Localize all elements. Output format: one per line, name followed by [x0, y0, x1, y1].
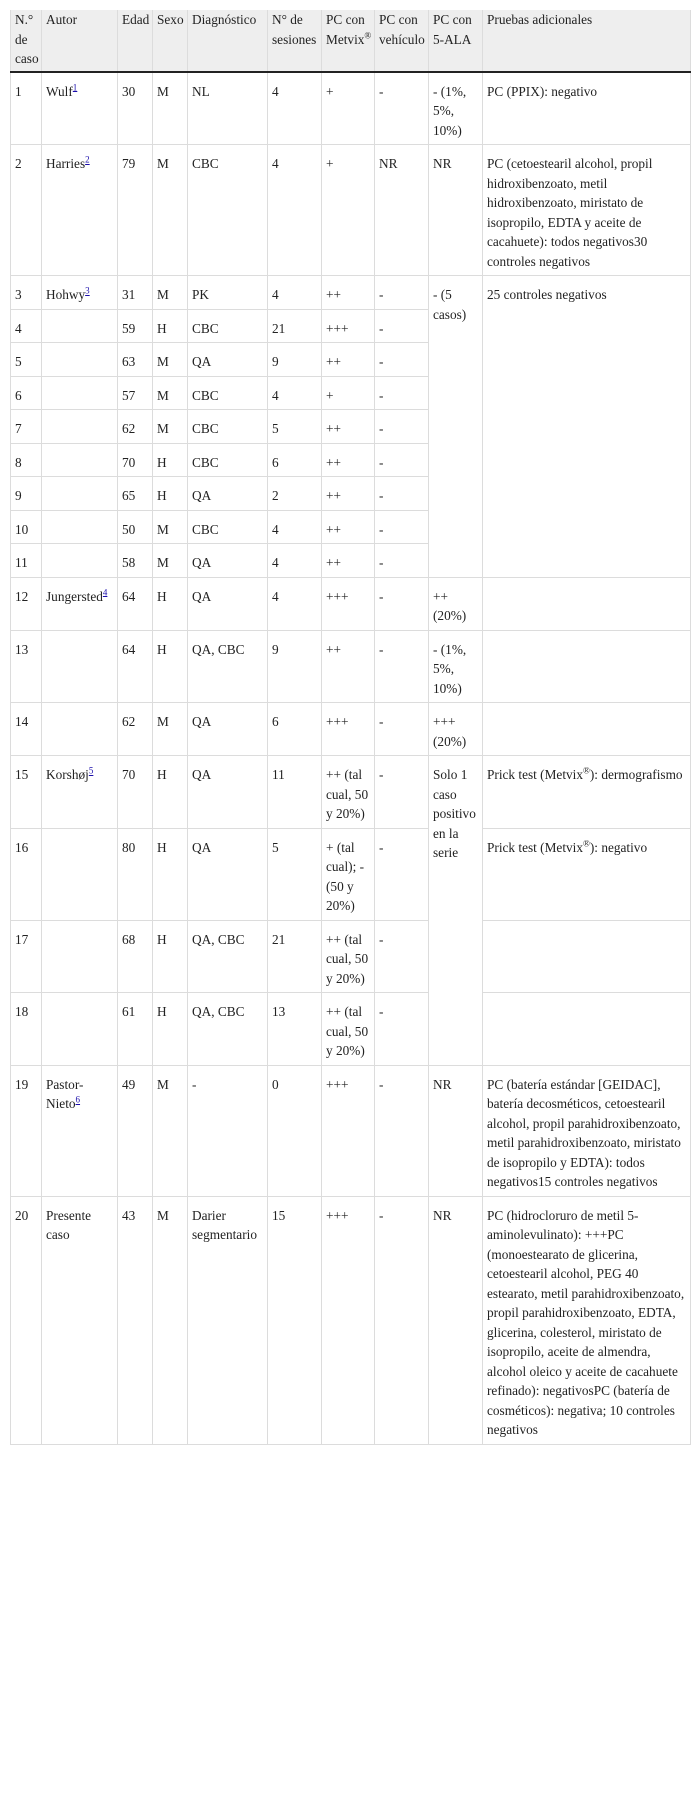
cell-pc-metvix: ++ — [322, 443, 375, 477]
cell-pc-metvix: ++ (tal cual, 50 y 20%) — [322, 756, 375, 829]
cell-sex: H — [153, 828, 188, 920]
cell-sex: M — [153, 72, 188, 145]
cell-extra-tests: PC (batería estándar [GEIDAC], batería decosméticos, cetoestearil alcohol, propil parahidroxibenzoato, metil parahidroxibenzoato, miristato de isopropilo y EDTA): todos negativos15 controles negativos — [483, 1065, 691, 1196]
cell-diagnosis: QA — [188, 477, 268, 511]
cell-pc-vehicle: - — [375, 309, 429, 343]
cell-author — [42, 828, 118, 920]
cell-pc-metvix: ++ — [322, 343, 375, 377]
cell-sex: M — [153, 410, 188, 444]
cell-extra-tests: PC (cetoestearil alcohol, propil hidroxibenzoato, metil hidroxibenzoato, miristato de isopropilo, EDTA y aceite de cacahuete): todos negativos30 controles negativos — [483, 145, 691, 276]
cell-case: 11 — [11, 544, 42, 578]
reference-link[interactable]: 6 — [75, 1094, 81, 1105]
case-table — [10, 10, 691, 1445]
cell-author — [42, 993, 118, 1066]
cell-author — [42, 376, 118, 410]
author-name: Pastor-Nieto — [46, 1076, 84, 1111]
cell-diagnosis: QA, CBC — [188, 993, 268, 1066]
extra-text-tail: ): negativo — [589, 839, 648, 855]
registered-mark: ® — [583, 838, 590, 849]
cell-extra-tests — [483, 630, 691, 703]
cell-sessions: 21 — [268, 920, 322, 993]
cell-diagnosis: CBC — [188, 309, 268, 343]
cell-age: 63 — [118, 343, 153, 377]
cell-pc-ala: +++ (20%) — [429, 703, 483, 756]
cell-pc-metvix: +++ — [322, 1065, 375, 1196]
cell-diagnosis: CBC — [188, 410, 268, 444]
cell-author — [42, 410, 118, 444]
cell-sessions: 4 — [268, 72, 322, 145]
cell-sex: H — [153, 630, 188, 703]
cell-sessions: 4 — [268, 145, 322, 276]
cell-case: 12 — [11, 577, 42, 630]
cell-pc-metvix: + (tal cual); - (50 y 20%) — [322, 828, 375, 920]
cell-sex: M — [153, 510, 188, 544]
cell-case: 7 — [11, 410, 42, 444]
reference-link[interactable]: 3 — [85, 285, 90, 296]
cell-sex: H — [153, 577, 188, 630]
cell-diagnosis: CBC — [188, 145, 268, 276]
cell-pc-vehicle: - — [375, 477, 429, 511]
table-row — [11, 920, 691, 993]
cell-author — [42, 309, 118, 343]
author-name: Korshøj — [46, 767, 89, 782]
cell-pc-vehicle: - — [375, 376, 429, 410]
cell-pc-metvix: ++ — [322, 276, 375, 310]
cell-pc-vehicle: - — [375, 343, 429, 377]
cell-extra-tests — [483, 828, 691, 920]
header-case: N.° de caso — [11, 10, 42, 72]
cell-pc-metvix: + — [322, 376, 375, 410]
cell-diagnosis: QA — [188, 544, 268, 578]
table-row — [11, 993, 691, 1066]
cell-extra-tests: 25 controles negativos — [483, 276, 691, 578]
cell-case: 13 — [11, 630, 42, 703]
cell-age: 70 — [118, 756, 153, 829]
cell-age: 31 — [118, 276, 153, 310]
cell-author: Presente caso — [42, 1196, 118, 1444]
reference-link[interactable]: 1 — [72, 82, 78, 93]
cell-pc-vehicle: - — [375, 993, 429, 1066]
cell-extra-tests: PC (hidrocloruro de metil 5-aminolevulinato): +++PC (monoestearato de glicerina, cetoestearil alcohol, PEG 40 estearato, metil parahidroxibenzoato, propil parahidroxibenzoato, EDTA, glicerina, colesterol, miristato de isopropilo, aceite de almendra, alcohol oleico y aceite de cacahuete refinado): negativosPC (batería de cosméticos): negativa; 10 controles negativos — [483, 1196, 691, 1444]
cell-pc-vehicle: - — [375, 703, 429, 756]
cell-pc-vehicle: - — [375, 1065, 429, 1196]
cell-pc-metvix: +++ — [322, 309, 375, 343]
cell-case: 10 — [11, 510, 42, 544]
table-row — [11, 703, 691, 756]
header-pc-metvix-label: PC con Metvix — [326, 12, 365, 47]
cell-pc-metvix: ++ — [322, 410, 375, 444]
cell-pc-metvix: +++ — [322, 703, 375, 756]
table-row — [11, 577, 691, 630]
cell-sex: H — [153, 993, 188, 1066]
cell-age: 62 — [118, 410, 153, 444]
cell-sessions: 13 — [268, 993, 322, 1066]
cell-sex: M — [153, 343, 188, 377]
cell-case: 6 — [11, 376, 42, 410]
cell-age: 79 — [118, 145, 153, 276]
cell-pc-metvix: ++ — [322, 630, 375, 703]
cell-sessions: 9 — [268, 343, 322, 377]
cell-age: 62 — [118, 703, 153, 756]
cell-pc-metvix: ++ — [322, 510, 375, 544]
header-pc-ala: PC con 5-ALA — [429, 10, 483, 72]
cell-pc-vehicle: - — [375, 630, 429, 703]
cell-sex: M — [153, 1065, 188, 1196]
table-row — [11, 276, 691, 310]
cell-sessions: 5 — [268, 410, 322, 444]
cell-sessions: 5 — [268, 828, 322, 920]
cell-age: 64 — [118, 630, 153, 703]
cell-pc-vehicle: - — [375, 1196, 429, 1444]
cell-diagnosis: PK — [188, 276, 268, 310]
header-extra-tests: Pruebas adicionales — [483, 10, 691, 72]
header-row — [11, 10, 691, 72]
cell-sex: H — [153, 756, 188, 829]
extra-text: Prick test (Metvix — [487, 767, 584, 782]
header-diagnosis: Diagnóstico — [188, 10, 268, 72]
cell-case: 8 — [11, 443, 42, 477]
cell-author — [42, 343, 118, 377]
cell-pc-vehicle: - — [375, 510, 429, 544]
cell-pc-vehicle: - — [375, 443, 429, 477]
table-row — [11, 630, 691, 703]
cell-case: 18 — [11, 993, 42, 1066]
cell-sessions: 11 — [268, 756, 322, 829]
cell-pc-vehicle: - — [375, 828, 429, 920]
table-row — [11, 1196, 691, 1444]
cell-pc-ala: NR — [429, 1196, 483, 1444]
cell-sex: M — [153, 1196, 188, 1444]
table-row — [11, 1065, 691, 1196]
cell-diagnosis: NL — [188, 72, 268, 145]
cell-author — [42, 510, 118, 544]
cell-author — [42, 72, 118, 145]
cell-case: 5 — [11, 343, 42, 377]
cell-age: 58 — [118, 544, 153, 578]
cell-pc-metvix: + — [322, 72, 375, 145]
cell-case: 2 — [11, 145, 42, 276]
table-row — [11, 828, 691, 920]
header-sex: Sexo — [153, 10, 188, 72]
cell-age: 64 — [118, 577, 153, 630]
cell-sessions: 15 — [268, 1196, 322, 1444]
author-name: Hohwy — [46, 287, 86, 302]
cell-age: 68 — [118, 920, 153, 993]
cell-diagnosis: QA — [188, 577, 268, 630]
cell-sessions: 6 — [268, 703, 322, 756]
reference-link[interactable]: 5 — [88, 765, 94, 776]
registered-mark: ® — [583, 765, 590, 776]
cell-pc-ala: ++ (20%) — [429, 577, 483, 630]
cell-pc-vehicle: - — [375, 276, 429, 310]
cell-author — [42, 920, 118, 993]
cell-extra-tests: PC (PPIX): negativo — [483, 72, 691, 145]
cell-author — [42, 544, 118, 578]
cell-author — [42, 703, 118, 756]
cell-pc-ala: NR — [429, 1065, 483, 1196]
cell-sessions: 9 — [268, 630, 322, 703]
author-name: Harries — [46, 156, 86, 171]
cell-author — [42, 145, 118, 276]
cell-author — [42, 276, 118, 310]
cell-diagnosis: QA — [188, 703, 268, 756]
cell-case: 17 — [11, 920, 42, 993]
cell-author — [42, 756, 118, 829]
cell-age: 70 — [118, 443, 153, 477]
cell-age: 49 — [118, 1065, 153, 1196]
reference-link[interactable]: 2 — [85, 154, 90, 165]
cell-pc-metvix: ++ (tal cual, 50 y 20%) — [322, 920, 375, 993]
cell-case: 3 — [11, 276, 42, 310]
cell-sex: H — [153, 477, 188, 511]
cell-case: 9 — [11, 477, 42, 511]
extra-text-tail: ): dermografismo — [589, 767, 683, 782]
cell-case: 16 — [11, 828, 42, 920]
cell-pc-ala: - (1%, 5%, 10%) — [429, 72, 483, 145]
author-name: Wulf — [46, 83, 73, 99]
cell-pc-vehicle: - — [375, 72, 429, 145]
cell-diagnosis: - — [188, 1065, 268, 1196]
cell-pc-metvix: +++ — [322, 1196, 375, 1444]
reference-link[interactable]: 4 — [102, 587, 108, 598]
cell-case: 14 — [11, 703, 42, 756]
cell-sessions: 21 — [268, 309, 322, 343]
cell-sessions: 4 — [268, 544, 322, 578]
cell-sex: M — [153, 544, 188, 578]
cell-pc-ala: Solo 1 caso positivo en la serie — [429, 756, 483, 1066]
cell-pc-vehicle: - — [375, 544, 429, 578]
header-age: Edad — [118, 10, 153, 72]
cell-pc-ala: - (1%, 5%, 10%) — [429, 630, 483, 703]
cell-sex: M — [153, 703, 188, 756]
cell-pc-vehicle: - — [375, 410, 429, 444]
cell-diagnosis: QA, CBC — [188, 630, 268, 703]
cell-age: 61 — [118, 993, 153, 1066]
cell-diagnosis: CBC — [188, 510, 268, 544]
cell-author — [42, 577, 118, 630]
table-row — [11, 756, 691, 829]
cell-author — [42, 477, 118, 511]
extra-text: Prick test (Metvix — [487, 839, 584, 855]
cell-pc-metvix: ++ (tal cual, 50 y 20%) — [322, 993, 375, 1066]
cell-diagnosis: QA — [188, 343, 268, 377]
cell-pc-vehicle: NR — [375, 145, 429, 276]
cell-age: 80 — [118, 828, 153, 920]
cell-sex: H — [153, 920, 188, 993]
cell-sex: H — [153, 443, 188, 477]
cell-case: 1 — [11, 72, 42, 145]
header-pc-metvix — [322, 10, 375, 72]
cell-case: 20 — [11, 1196, 42, 1444]
cell-diagnosis: QA — [188, 756, 268, 829]
cell-author — [42, 1065, 118, 1196]
cell-diagnosis: CBC — [188, 376, 268, 410]
cell-pc-ala: - (5 casos) — [429, 276, 483, 578]
cell-sex: M — [153, 276, 188, 310]
cell-author — [42, 443, 118, 477]
cell-extra-tests — [483, 920, 691, 993]
cell-diagnosis: CBC — [188, 443, 268, 477]
cell-pc-vehicle: - — [375, 577, 429, 630]
cell-diagnosis: QA, CBC — [188, 920, 268, 993]
cell-pc-metvix: +++ — [322, 577, 375, 630]
cell-age: 30 — [118, 72, 153, 145]
cell-case: 4 — [11, 309, 42, 343]
cell-extra-tests — [483, 703, 691, 756]
cell-diagnosis: QA — [188, 828, 268, 920]
cell-extra-tests — [483, 756, 691, 829]
cell-extra-tests — [483, 577, 691, 630]
cell-sessions: 0 — [268, 1065, 322, 1196]
cell-sessions: 2 — [268, 477, 322, 511]
cell-case: 19 — [11, 1065, 42, 1196]
cell-sessions: 4 — [268, 577, 322, 630]
cell-age: 50 — [118, 510, 153, 544]
cell-sessions: 4 — [268, 510, 322, 544]
cell-sex: M — [153, 376, 188, 410]
cell-sessions: 6 — [268, 443, 322, 477]
registered-mark: ® — [364, 30, 372, 41]
cell-pc-metvix: ++ — [322, 544, 375, 578]
header-sessions: N° de sesiones — [268, 10, 322, 72]
cell-extra-tests — [483, 993, 691, 1066]
header-pc-vehicle: PC con vehículo — [375, 10, 429, 72]
cell-pc-metvix: + — [322, 145, 375, 276]
cell-pc-metvix: ++ — [322, 477, 375, 511]
cell-sessions: 4 — [268, 276, 322, 310]
cell-age: 43 — [118, 1196, 153, 1444]
header-author: Autor — [42, 10, 118, 72]
cell-case: 15 — [11, 756, 42, 829]
table-row — [11, 72, 691, 145]
author-name: Jungersted — [46, 588, 103, 604]
cell-sex: H — [153, 309, 188, 343]
cell-pc-ala: NR — [429, 145, 483, 276]
cell-age: 65 — [118, 477, 153, 511]
cell-age: 57 — [118, 376, 153, 410]
cell-author — [42, 630, 118, 703]
cell-pc-vehicle: - — [375, 920, 429, 993]
cell-age: 59 — [118, 309, 153, 343]
cell-sessions: 4 — [268, 376, 322, 410]
cell-sex: M — [153, 145, 188, 276]
cell-diagnosis: Darier segmentario — [188, 1196, 268, 1444]
cell-pc-vehicle: - — [375, 756, 429, 829]
table-row — [11, 145, 691, 276]
